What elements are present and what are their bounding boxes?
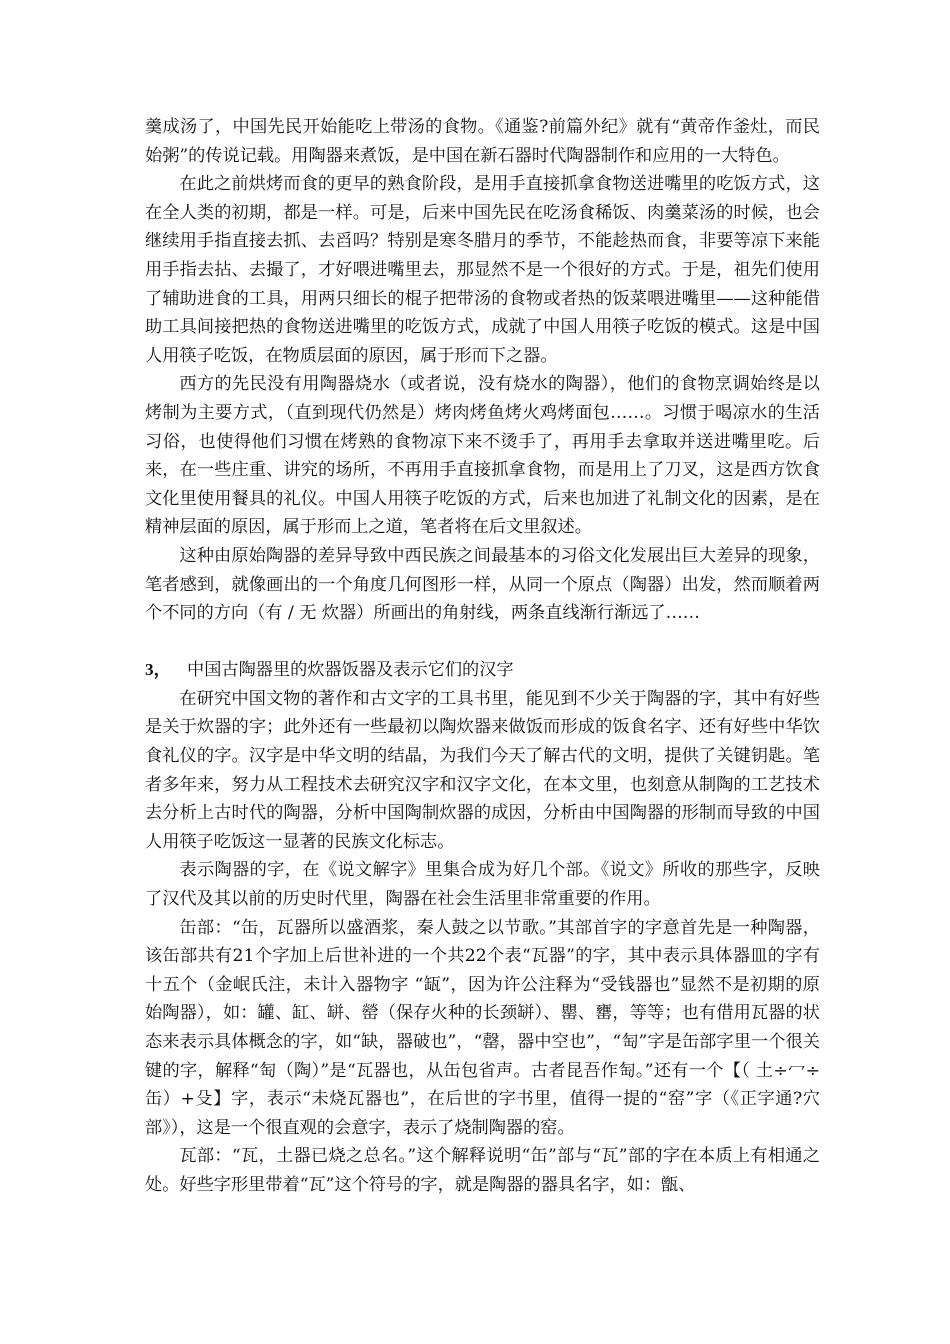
section-number: 3， <box>145 660 171 680</box>
paragraph-western-diet: 西方的先民没有用陶器烧水（或者说，没有烧水的陶器），他们的食物烹调始终是以烤制为主要方式，（直到现代仍然是）烤肉烤鱼烤火鸡烤面包……。习惯于喝凉水的生活习俗，也使得他们习惯在烤熟的食物凉下来不烫手了，再用手去拿取并送进嘴里吃。后来，在一些庄重、讲究的场所，不再用手直接抓拿食物，而是用上了刀叉，这是西方饮食文化里使用餐具的礼仪。中国人用筷子吃饭的方式，后来也加进了礼制文化的因素，是在精神层面的原因，属于形而上之道，笔者将在后文里叙述。 <box>145 374 820 538</box>
section-heading <box>145 656 820 685</box>
paragraph-wa-radical: 瓦部：“瓦，土器已烧之总名。”这个解释说明“缶”部与“瓦”部的字在本质上有相通之处。好些字形里带着“瓦”这个符号的字，就是陶器的器具名字，如：甑、 <box>145 1146 820 1195</box>
paragraph-shuowen: 表示陶器的字，在《说文解字》里集合成为好几个部。《说文》所收的那些字，反映了汉代及其以前的历史时代里，陶器在社会生活里非常重要的作用。 <box>145 860 820 910</box>
paragraph-divergence: 这种由原始陶器的差异导致中西民族之间最基本的习俗文化发展出巨大差异的现象，笔者感到，就像画出的一个角度几何图形一样，从同一个原点（陶器）出发，然而顺着两个不同的方向（有 / 无 炊器）所画出的角射线，两条直线渐行渐远了…… <box>145 545 820 624</box>
paragraph-chopsticks-origin: 在此之前烘烤而食的更早的熟食阶段，是用手直接抓拿食物送进嘴里的吃饭方式，这在全人类的初期，都是一样。可是，后来中国先民在吃汤食稀饭、肉羹菜汤的时候，也会继续用手指直接去抓、去舀吗？特别是寒冬腊月的季节，不能趁热而食，非要等凉下来能用手指去拈、去撮了，才好喂进嘴里去，那显然不是一个很好的方式。于是，祖先们使用了辅助进食的工具，用两只细长的棍子把带汤的食物或者热的饭菜喂进嘴里——这种能借助工具间接把热的食物送进嘴里的吃饭方式，成就了中国人用筷子吃饭的模式。这是中国人用筷子吃饭，在物质层面的原因，属于形而下之器。 <box>145 174 820 366</box>
paragraph-continued: 羹成汤了，中国先民开始能吃上带汤的食物。《通鉴?前篇外纪》就有“黄帝作釜灶，而民始粥”的传说记载。用陶器来煮饭，是中国在新石器时代陶器制作和应用的一大特色。 <box>145 117 820 166</box>
paragraph-research: 在研究中国文物的著作和古文字的工具书里，能见到不少关于陶器的字，其中有好些是关于炊器的字；此外还有一些最初以陶炊器来做饭而形成的饭食名字、还有好些中华饮食礼仪的字。汉字是中华文明的结晶，为我们今天了解古代的文明，提供了关键钥匙。笔者多年来，努力从工程技术去研究汉字和汉字文化，在本文里，也刻意从制陶的工艺技术去分析上古时代的陶器，分析中国陶制炊器的成因，分析由中国陶器的形制而导致的中国人用筷子吃饭这一显著的民族文化标志。 <box>145 688 820 852</box>
paragraph-fou-radical: 缶部：“缶，瓦器所以盛酒浆，秦人鼓之以节歌。”其部首字的字意首先是一种陶器，该缶部共有21个字加上后世补进的一个共22个表“瓦器”的字，其中表示具体器皿的字有十五个（金岷氏注，未计入器物字 “缻”，因为许公注释为“受钱器也”显然不是初期的原始陶器），如：罐、缸、缾、罃（保存火种的长颈缾）、罌、罋，等等；也有借用瓦器的状态来表示具体概念的字，如“缺，器破也”，“罄，器中空也”，“匋”字是缶部字里一个很关键的字，解释“匋（陶）”是“瓦器也，从缶包省声。古者昆吾作匋。”还有一个【（ 土÷冖÷缶）+殳】字，表示“未烧瓦器也”，在后世的字书里，值得一提的“窑”字（《正字通?穴部》），这是一个很直观的会意字，表示了烧制陶器的窑。 <box>145 917 820 1138</box>
section-title: 中国古陶器里的炊器饭器及表示它们的汉字 <box>187 660 514 681</box>
blank-line <box>145 628 820 657</box>
document-page <box>145 113 820 1200</box>
